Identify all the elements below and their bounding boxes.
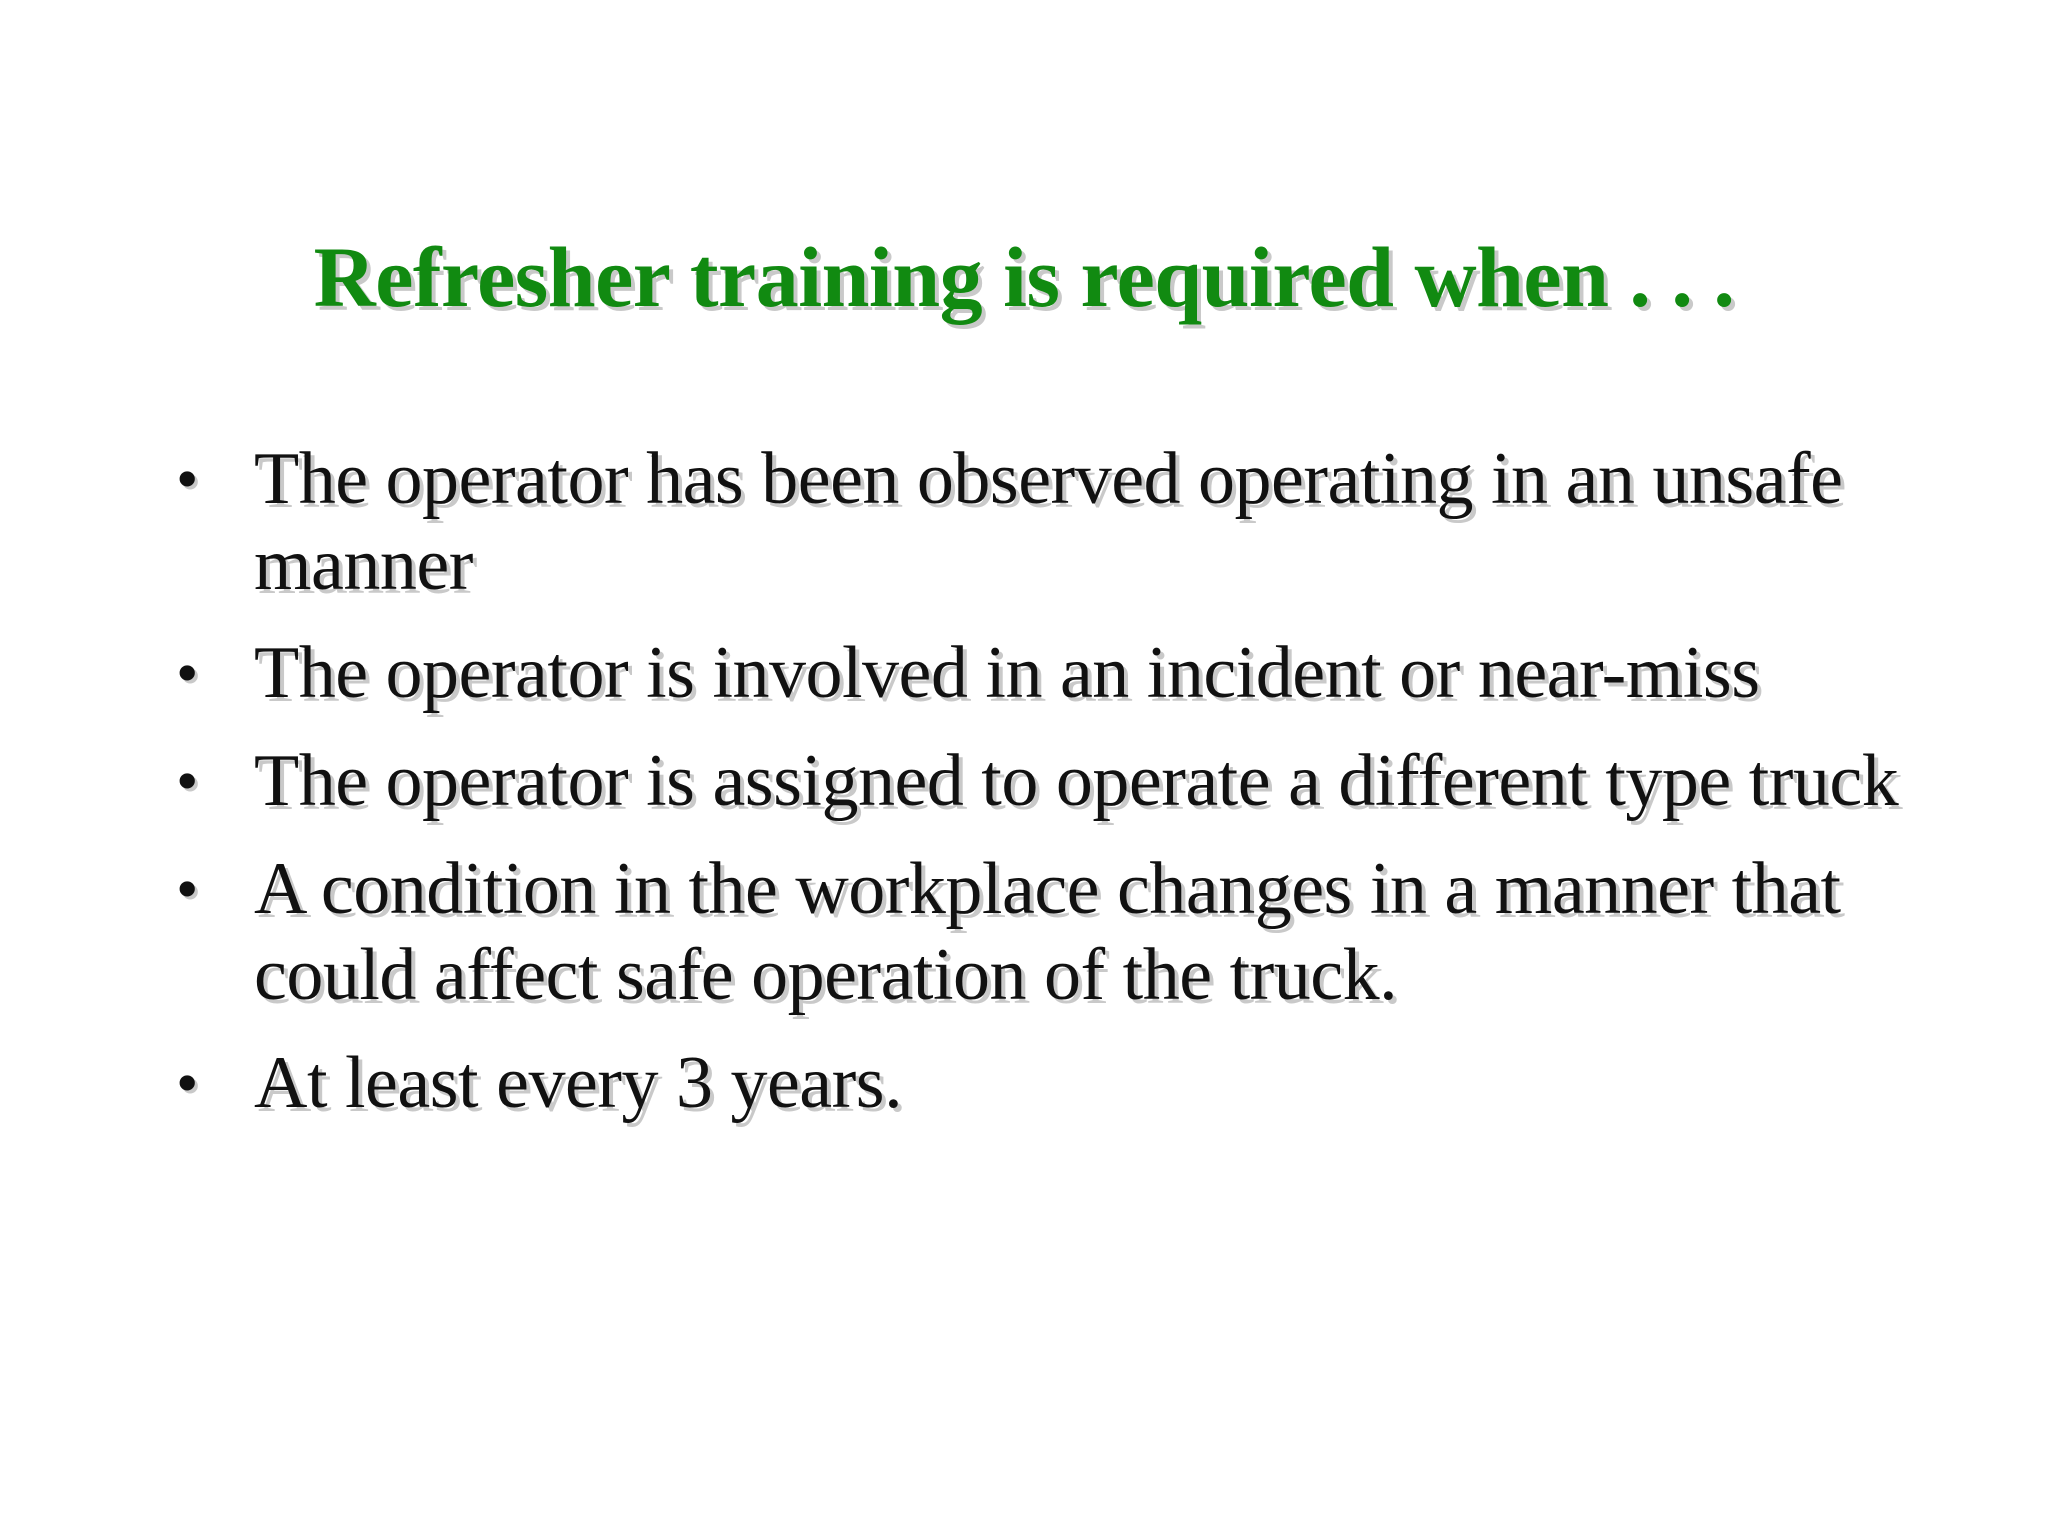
bullet-icon: • (176, 853, 199, 924)
list-item (176, 436, 1916, 608)
list-item (176, 738, 1916, 824)
bullet-icon: • (176, 1047, 199, 1118)
list-item (176, 846, 1916, 1018)
list-item (176, 630, 1916, 716)
bullet-text: The operator has been observed operating in an unsafe manner (254, 438, 1843, 606)
bullet-text: The operator is assigned to operate a different type truck (254, 740, 1899, 822)
bullet-text: At least every 3 years. (254, 1042, 903, 1124)
bullet-text: The operator is involved in an incident or near-miss (254, 632, 1760, 714)
bullet-icon: • (176, 443, 199, 514)
list-item (176, 1040, 1916, 1126)
bullet-icon: • (176, 745, 199, 816)
slide-title: Refresher training is required when . . . (313, 229, 1735, 325)
bullet-icon: • (176, 637, 199, 708)
bullet-text: A condition in the workplace changes in a manner that could affect safe operation of the truck. (254, 848, 1841, 1016)
bullet-list (176, 436, 1916, 1148)
